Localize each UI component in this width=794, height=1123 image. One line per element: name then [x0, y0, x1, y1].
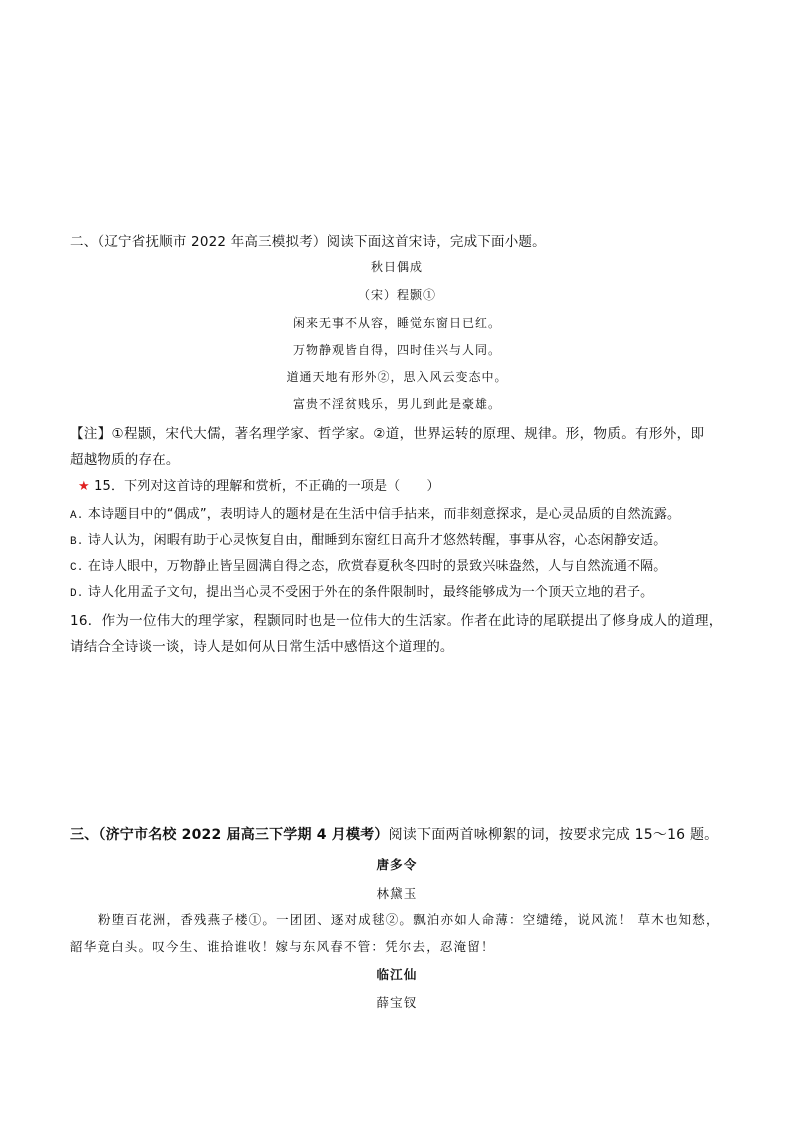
option-a: [70, 503, 680, 522]
option-d: [70, 581, 653, 600]
option-b: [70, 529, 666, 548]
section3-heading-source: 三、（济宁市名校 2022 届高三下学期 4 月模考）: [70, 827, 389, 843]
poem-line-4: 富贵不淫贫贱乐，男儿到此是豪雄。: [292, 397, 501, 411]
poem-line-2: 万物静观皆自得，四时佳兴与人同。: [292, 343, 501, 357]
poem-line-1: 闲来无事不从容，睡觉东窗日已红。: [292, 316, 501, 330]
option-key: D.: [70, 588, 84, 600]
option-text: 在诗人眼中，万物静止皆呈圆满自得之态，欣赏春夏秋冬四时的景致兴味盎然，人与自然流通不隔。: [87, 559, 667, 574]
star-icon: ★: [78, 479, 90, 494]
note-line-1: 【注】①程颢，宋代大儒，著名理学家、哲学家。②道，世界运转的原理、规律。形，物质。有形外，即: [70, 426, 705, 442]
poem2-title: 临江仙: [376, 967, 418, 982]
poem-line-3: 道通天地有形外②，思入风云变态中。: [286, 370, 508, 384]
poem1-line-1: 粉堕百花洲，香残燕子楼①。一团团、逐对成毬②。飘泊亦如人命薄：空缱绻，说风流！ 草木也知愁，: [98, 912, 720, 927]
option-key: B.: [70, 536, 84, 548]
question-15: [78, 475, 440, 494]
option-key: A.: [70, 510, 84, 522]
option-text: 本诗题目中的“偶成”，表明诗人的题材是在生活中信手拈来，而非刻意探求，是心灵品质的自然流露。: [87, 507, 681, 522]
question-16-line-1: 16．作为一位伟大的理学家，程颢同时也是一位伟大的生活家。作者在此诗的尾联提出了修身成人的道理，: [70, 613, 723, 629]
section3-heading-instruction: 阅读下面两首咏柳絮的词，按要求完成 15～16 题。: [388, 827, 719, 843]
poem2-author: 薛宝钗: [376, 995, 418, 1010]
option-key: C.: [70, 562, 84, 574]
poem-author: （宋）程颢①: [357, 288, 436, 302]
poem1-title: 唐多令: [376, 857, 418, 872]
section3-heading: [70, 824, 718, 844]
question-16-line-2: 请结合全诗谈一谈，诗人是如何从日常生活中感悟这个道理的。: [70, 639, 454, 655]
poem1-author: 林黛玉: [376, 886, 418, 901]
poem-title: 秋日偶成: [370, 260, 423, 274]
section2-heading: 二、（辽宁省抚顺市 2022 年高三模拟考）阅读下面这首宋诗，完成下面小题。: [70, 234, 546, 250]
note-line-2: 超越物质的存在。: [70, 452, 180, 468]
option-c: [70, 555, 666, 574]
option-text: 诗人化用孟子文句，提出当心灵不受困于外在的条件限制时，最终能够成为一个顶天立地的君子。: [87, 585, 654, 600]
option-text: 诗人认为，闲暇有助于心灵恢复自由，酣睡到东窗红日高升才悠然转醒，事事从容，心态闲静安适。: [87, 533, 667, 548]
poem1-line-2: 韶华竟白头。叹今生、谁拾谁收！嫁与东风春不管：凭尔去，忍淹留！: [70, 939, 495, 954]
question-15-text: 15．下列对这首诗的理解和赏析，不正确的一项是（ ）: [94, 479, 440, 494]
